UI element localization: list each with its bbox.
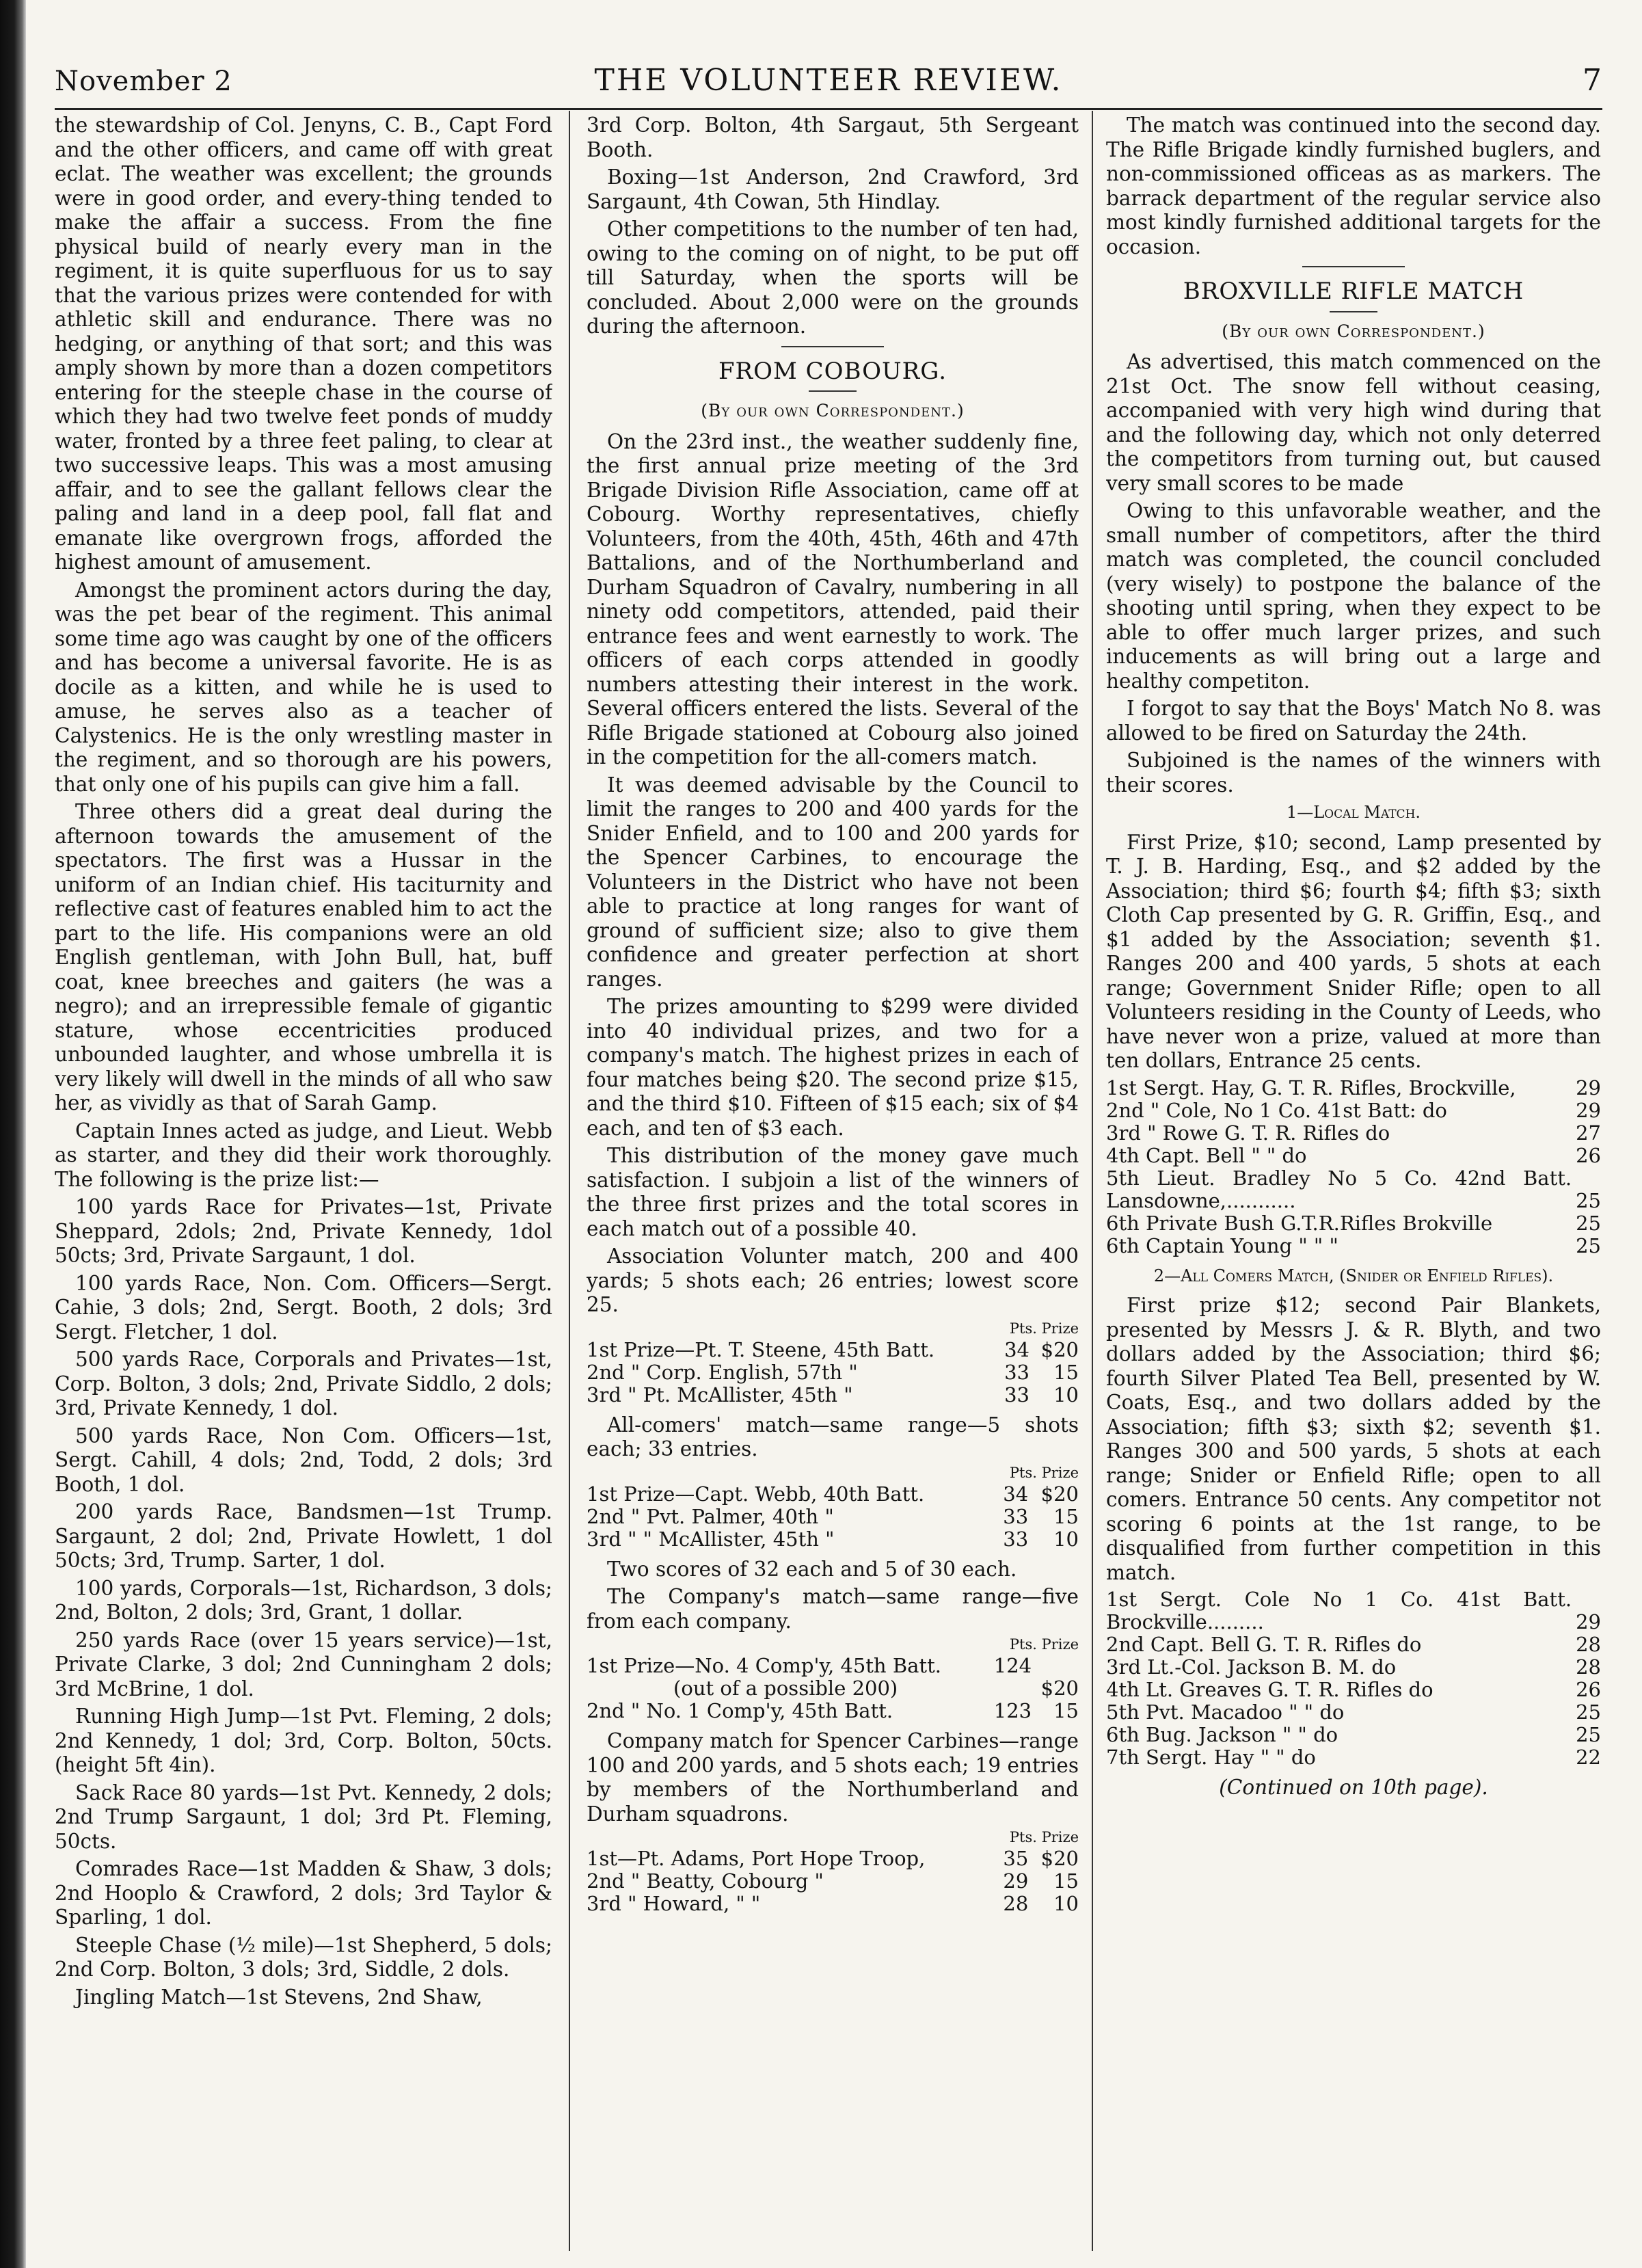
table-row xyxy=(587,1677,1079,1700)
table-row xyxy=(587,1870,1079,1893)
winner-name: 4th Lt. Greaves G. T. R. Rifles do xyxy=(1106,1678,1434,1701)
table-row xyxy=(587,1847,1079,1870)
section-rule xyxy=(781,346,884,347)
winner-name: 6th Private Bush G.T.R.Rifles Brokville xyxy=(1106,1211,1493,1235)
points: 33 xyxy=(1004,1360,1029,1384)
prize: 10 xyxy=(1053,1892,1079,1915)
score: 22 xyxy=(1576,1746,1601,1769)
table-row xyxy=(587,1893,1079,1915)
prize: $20 xyxy=(1040,1677,1079,1700)
column-divider-1 xyxy=(569,111,570,2251)
paragraph: 3rd Corp. Bolton, 4th Sargaut, 5th Sergeant Booth. xyxy=(587,114,1079,161)
points: 34 xyxy=(1003,1482,1029,1506)
byline: (By our own Correspondent.) xyxy=(1222,321,1485,341)
table-row xyxy=(1106,1724,1601,1746)
section-rule xyxy=(1302,266,1405,267)
points: 28 xyxy=(1003,1892,1029,1915)
match-subheading: 1—Local Match. xyxy=(1286,803,1421,822)
column-divider-2 xyxy=(1092,111,1093,2251)
table-row xyxy=(1106,1145,1601,1167)
points xyxy=(984,1677,1032,1700)
table-row xyxy=(587,1384,1079,1406)
table-row xyxy=(587,1483,1079,1506)
race-result: Jingling Match—1st Stevens, 2nd Shaw, xyxy=(75,1985,483,2009)
race-result: 500 yards Race, Non Com. Officers—1st, Sergt. Cahill, 4 dols; 2nd, Todd, 2 dols; 3rd Booth, 1 dol. xyxy=(55,1424,552,1496)
winner-name: 2nd " Pvt. Palmer, 40th " xyxy=(587,1504,834,1528)
winner-name: 1st Prize—No. 4 Comp'y, 45th Batt. xyxy=(587,1654,941,1677)
race-result: Sack Race 80 yards—1st Pvt. Kennedy, 2 dols; 2nd Trump Sargaunt, 1 dol; 3rd Pt. Fleming, 50cts. xyxy=(55,1780,552,1853)
score: 25 xyxy=(1576,1723,1601,1746)
table-row xyxy=(1106,1099,1601,1122)
paragraph: Other competitions to the number of ten had, owing to the coming on of night, to be put off till Saturday, when the sports will be concluded. About 2,000 were on the grounds during the afternoon. xyxy=(587,217,1079,338)
winner-name: 1st Prize—Capt. Webb, 40th Batt. xyxy=(587,1482,925,1506)
prize: $20 xyxy=(1040,1847,1079,1870)
paragraph: Owing to this unfavorable weather, and the small number of competitors, after the third match was completed, the council concluded (very wisely) to postpone the balance of the shooting until spring, when they expect to be able to offer much larger prizes, and such inducements as will bring out a large and healthy competiton. xyxy=(1106,499,1601,693)
table-row xyxy=(587,1361,1079,1384)
article-heading-broxville: BROXVILLE RIFLE MATCH xyxy=(1183,278,1524,305)
winner-name: 2nd " Cole, No 1 Co. 41st Batt: do xyxy=(1106,1098,1447,1122)
points: 33 xyxy=(1003,1527,1029,1551)
paragraph: Amongst the prominent actors during the day, was the pet bear of the regiment. This animal some time ago was caught by one of the officers and has become a universal favorite. He is as docile as a kitten, and while he is used to amuse, he serves also as a teacher of Calystenics. He is the only wrestling master in the regiment, and so thorough are his powers, that only one of his pupils can give him a fall. xyxy=(55,578,552,796)
table-column-header: Pts. Prize xyxy=(1009,1636,1079,1653)
masthead-title: THE VOLUNTEER REVIEW. xyxy=(594,63,1063,98)
score: 25 xyxy=(1576,1188,1601,1212)
section-rule xyxy=(809,390,857,392)
race-result: 200 yards Race, Bandsmen—1st Trump. Sargaunt, 2 dol; 2nd, Private Howlett, 1 dol 50cts; 3rd, Trump. Sarter, 1 dol. xyxy=(55,1500,552,1572)
results-table xyxy=(587,1339,1079,1406)
section-rule xyxy=(1330,311,1377,312)
results-table xyxy=(587,1483,1079,1551)
paragraph: the stewardship of Col. Jenyns, C. B., Capt Ford and the other officers, and came off with great eclat. The weather was excellent; the grounds were in good order, and every-thing tended to make the affair a success. From the fine physical build of nearly every man in the regiment, it is quite superfluous for us to say that the various prizes were contended for with athletic skill and endurance. There was no hedging, or anything of that sort; and this was amply shown by more than a dozen competitors entering for the steeple chase in the course of which they had two twelve feet ponds of muddy water, fronted by a three feet paling, to clear at two successive leaps. This was a most amusing affair, and to see the gallant fellows clear the paling and land in a deep pool, fall flat and emanate like overgrown frogs, afforded the highest amount of amusement. xyxy=(55,114,552,574)
paragraph: Three others did a great deal during the afternoon towards the amusement of the spectators. The first was a Hussar in the uniform of an Indian chief. His taciturnity and reflective cast of features enabled him to act the part to the life. His companions were an old English gentleman, with John Bull, hat, buff coat, knee breeches and gaiters (he was a negro); and an irrepressible female of gigantic stature, whose eccentricities produced unbounded laughter, and whose umbrella it is very likely will dwell in the minds of all who saw her, as vividly as that of Sarah Gamp. xyxy=(55,800,552,1115)
prize: 15 xyxy=(1053,1360,1079,1384)
paragraph: The prizes amounting to $299 were divided into 40 individual prizes, and two for a company's match. The highest prizes in each of four matches being $20. The second prize $15, and the third $10. Fifteen of $15 each; six of $4 each, and ten of $3 each. xyxy=(587,995,1079,1140)
paragraph: Subjoined is the names of the winners with their scores. xyxy=(1106,749,1601,797)
paragraph: This distribution of the money gave much satisfaction. I subjoin a list of the winners of the three first prizes and the total scores in each match out of a possible 40. xyxy=(587,1144,1079,1240)
note: (out of a possible 200) xyxy=(673,1677,898,1700)
winner-name: 2nd " Corp. English, 57th " xyxy=(587,1360,858,1384)
paragraph: The Company's match—same range—five from each company. xyxy=(587,1585,1079,1633)
race-result: 100 yards Race for Privates—1st, Private Sheppard, 2dols; 2nd, Private Kennedy, 1dol 50cts; 3rd, Private Sargaunt, 1 dol. xyxy=(55,1195,552,1267)
prize xyxy=(1032,1655,1079,1677)
winner-name: 3rd " Pt. McAllister, 45th " xyxy=(587,1383,853,1406)
winner-name: 7th Sergt. Hay " " do xyxy=(1106,1746,1316,1769)
winner-name: 1st—Pt. Adams, Port Hope Troop, xyxy=(587,1847,926,1870)
score: 27 xyxy=(1576,1121,1601,1145)
winner-name: 3rd Lt.-Col. Jackson B. M. do xyxy=(1106,1655,1397,1679)
score: 25 xyxy=(1576,1211,1601,1235)
score: 29 xyxy=(1576,1098,1601,1122)
header-date: November 2 xyxy=(55,66,232,97)
prize: 15 xyxy=(1053,1869,1079,1893)
winner-name: 2nd " Beatty, Cobourg " xyxy=(587,1869,824,1893)
prize: 10 xyxy=(1053,1527,1079,1551)
match-subheading: 2—All Comers Match, (Snider or Enfield Rifles). xyxy=(1153,1266,1554,1285)
table-row xyxy=(1106,1656,1601,1679)
prize: 15 xyxy=(1053,1504,1079,1528)
table-row xyxy=(587,1655,1079,1677)
winner-name: 3rd " Rowe G. T. R. Rifles do xyxy=(1106,1121,1390,1145)
paragraph: As advertised, this match commenced on the 21st Oct. The snow fell without ceasing, accompanied with very high wind during that and the following day, which not only deterred the competitors from turning out, but caused very small scores to be made xyxy=(1106,350,1601,495)
score: 29 xyxy=(1576,1610,1601,1633)
results-table xyxy=(587,1847,1079,1915)
points: 34 xyxy=(1004,1337,1029,1361)
paragraph: All-comers' match—same range—5 shots each; 33 entries. xyxy=(587,1413,1079,1460)
paragraph: I forgot to say that the Boys' Match No 8. was allowed to be fired on Saturday the 24th. xyxy=(1106,697,1601,745)
winner-name: 1st Sergt. Hay, G. T. R. Rifles, Brockville, xyxy=(1106,1076,1516,1099)
winner-name: 4th Capt. Bell " " do xyxy=(1106,1143,1307,1167)
article-heading-cobourg: FROM COBOURG. xyxy=(718,357,947,385)
header-rule xyxy=(55,108,1602,110)
table-column-header: Pts. Prize xyxy=(1009,1320,1079,1337)
table-row xyxy=(1106,1077,1601,1099)
winner-name: 1st Prize—Pt. T. Steene, 45th Batt. xyxy=(587,1337,935,1361)
score: 29 xyxy=(1576,1076,1601,1099)
prize: 10 xyxy=(1053,1383,1079,1406)
winner-name: 6th Captain Young " " " xyxy=(1106,1233,1338,1257)
points: 124 xyxy=(993,1654,1032,1677)
page-header xyxy=(55,60,1602,108)
table-row xyxy=(1106,1235,1601,1257)
paragraph: First prize $12; second Pair Blankets, presented by Messrs J. & R. Blyth, and two dollars added by the Association; third $6; fourth Silver Plated Tea Bell, presented by W. Coats, Esq., and two dollars added by the Association; fifth $3; sixth $2; seventh $1. Ranges 300 and 500 yards, 5 shots at each range; Snider or Enfield Rifle; open to all comers. Entrance 50 cents. Any competitor not scoring 6 points at the 1st range, to be disqualified from further competition in this match. xyxy=(1106,1294,1601,1584)
race-result: 250 yards Race (over 15 years service)—1st, Private Clarke, 3 dol; 2nd Cunningham 2 dols; 3rd McBrine, 1 dol. xyxy=(55,1628,552,1700)
race-result: Comrades Race—1st Madden & Shaw, 3 dols; 2nd Hooplo & Crawford, 2 dols; 3rd Taylor & Sparling, 1 dol. xyxy=(55,1857,552,1929)
score: 25 xyxy=(1576,1233,1601,1257)
race-result: Steeple Chase (½ mile)—1st Shepherd, 5 dols; 2nd Corp. Bolton, 3 dols; 3rd, Siddle, 2 dols. xyxy=(55,1933,552,1981)
paragraph: Association Volunter match, 200 and 400 yards; 5 shots each; 26 entries; lowest score 25. xyxy=(587,1244,1079,1316)
prize: $20 xyxy=(1040,1337,1079,1361)
table-row xyxy=(587,1506,1079,1528)
column-1 xyxy=(55,114,552,2254)
winner-name: 5th Pvt. Macadoo " " do xyxy=(1106,1700,1345,1724)
table-row xyxy=(587,1339,1079,1361)
paragraph: First Prize, $10; second, Lamp presented by T. J. B. Harding, Esq., and $2 added by the Association; third $6; fourth $4; fifth $3; sixth Cloth Cap presented by G. R. Griffin, Esq., and $1 added by the Association; seventh $1. Ranges 200 and 400 yards, 5 shots at each range; Government Snider Rifle; open to all Volunteers residing in the County of Leeds, who have never won a prize, valued at more than ten dollars, Entrance 25 cents. xyxy=(1106,830,1601,1072)
table-row xyxy=(587,1528,1079,1551)
results-table xyxy=(1106,1077,1601,1257)
score: 28 xyxy=(1576,1655,1601,1679)
continued-note: (Continued on 10th page). xyxy=(1219,1776,1488,1799)
table-row xyxy=(1106,1633,1601,1656)
table-row xyxy=(587,1700,1079,1722)
table-row xyxy=(1106,1588,1601,1633)
winner-name: 3rd " Howard, " " xyxy=(587,1892,761,1915)
score: 26 xyxy=(1576,1678,1601,1701)
winner-name: 1st Sergt. Cole No 1 Co. 41st Batt. Brockville......... xyxy=(1106,1588,1572,1633)
points: 35 xyxy=(1003,1847,1029,1870)
score: 25 xyxy=(1576,1700,1601,1724)
winner-name: 2nd Capt. Bell G. T. R. Rifles do xyxy=(1106,1633,1422,1656)
score: 26 xyxy=(1576,1143,1601,1167)
points: 29 xyxy=(1003,1869,1029,1893)
column-3 xyxy=(1106,114,1601,2254)
results-table xyxy=(1106,1588,1601,1769)
race-result: 100 yards Race, Non. Com. Officers—Sergt. Cahie, 3 dols; 2nd, Sergt. Booth, 2 dols; 3rd Sergt. Fletcher, 1 dol. xyxy=(55,1271,552,1344)
table-row xyxy=(1106,1122,1601,1145)
table-row xyxy=(1106,1212,1601,1235)
paragraph: Two scores of 32 each and 5 of 30 each. xyxy=(607,1557,1017,1581)
column-2 xyxy=(587,114,1079,2254)
winner-name: 5th Lieut. Bradley No 5 Co. 42nd Batt. Lansdowne,........... xyxy=(1106,1166,1572,1212)
paragraph: The match was continued into the second day. The Rifle Brigade kindly furnished buglers, and non-commissioned officeas as as markers. The barrack department of the regular service also most kindly furnished additional targets for the occasion. xyxy=(1106,114,1601,258)
prize: 15 xyxy=(1053,1699,1079,1722)
table-row xyxy=(1106,1701,1601,1724)
table-row xyxy=(1106,1746,1601,1769)
table-row xyxy=(1106,1679,1601,1701)
winner-name: 6th Bug. Jackson " " do xyxy=(1106,1723,1338,1746)
score: 28 xyxy=(1576,1633,1601,1656)
byline: (By our own Correspondent.) xyxy=(701,401,965,421)
prize: $20 xyxy=(1040,1482,1079,1506)
table-row xyxy=(1106,1167,1601,1212)
table-column-header: Pts. Prize xyxy=(1009,1464,1079,1481)
page-number: 7 xyxy=(1583,63,1602,98)
race-result: 100 yards, Corporals—1st, Richardson, 3 dols; 2nd, Bolton, 2 dols; 3rd, Grant, 1 dollar. xyxy=(55,1576,552,1624)
results-table xyxy=(587,1655,1079,1722)
paragraph: Boxing—1st Anderson, 2nd Crawford, 3rd Sargaunt, 4th Cowan, 5th Hindlay. xyxy=(587,165,1079,213)
race-result: 500 yards Race, Corporals and Privates—1st, Corp. Bolton, 3 dols; 2nd, Private Siddlo, 2 dols; 3rd, Private Kennedy, 1 dol. xyxy=(55,1348,552,1419)
paragraph: It was deemed advisable by the Council to limit the ranges to 200 and 400 yards for the Snider Enfield, and to 100 and 200 yards for the Spencer Carbines, to encourage the Volunteers in the District who have not been able to practice at long ranges for want of ground of sufficient size; also to give them confidence and greater perfection at short ranges. xyxy=(587,773,1079,991)
race-result: Running High Jump—1st Pvt. Fleming, 2 dols; 2nd Kennedy, 1 dol; 3rd, Corp. Bolton, 50cts. (height 5ft 4in). xyxy=(55,1705,552,1776)
winner-name: 3rd " " McAllister, 45th " xyxy=(587,1527,835,1551)
points: 33 xyxy=(1004,1383,1029,1406)
paragraph: On the 23rd inst., the weather suddenly fine, the first annual prize meeting of the 3rd Brigade Division Rifle Association, came off at Cobourg. Worthy representatives, chiefly Volunteers, from the 40th, 45th, 46th and 47th Battalions, and of the Northumberland and Durham Squadron of Cavalry, numbering in all ninety odd competitors, attended, paid their entrance fees and went earnestly to work. The officers of each corps attended in goodly numbers attesting their interest in the work. Several officers entered the lists. Several of the Rifle Brigade stationed at Cobourg also joined in the competition for the all-comers match. xyxy=(587,429,1079,769)
table-column-header: Pts. Prize xyxy=(1009,1829,1079,1845)
points: 123 xyxy=(993,1699,1032,1722)
paragraph: Company match for Spencer Carbines—range 100 and 200 yards, and 5 shots each; 19 entries by members of the Northumberland and Durham squadrons. xyxy=(587,1729,1079,1826)
paragraph: Captain Innes acted as judge, and Lieut. Webb as starter, and they did their work thoroughly. The following is the prize list:— xyxy=(55,1119,552,1191)
book-binding-edge xyxy=(0,0,26,2268)
winner-name: 2nd " No. 1 Comp'y, 45th Batt. xyxy=(587,1699,893,1722)
points: 33 xyxy=(1003,1504,1029,1528)
